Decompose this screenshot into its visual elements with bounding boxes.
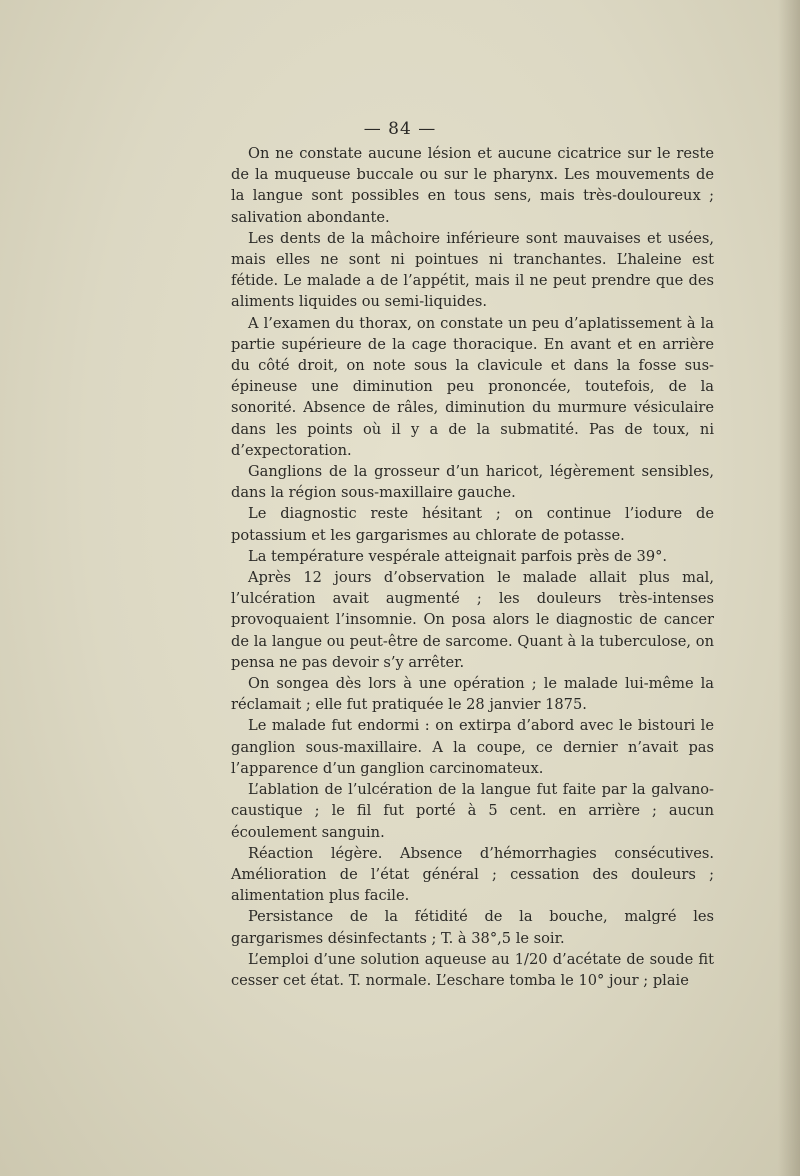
paragraph: L’emploi d’une solution aqueuse au 1/20 d’acétate de soude fit cesser cet état. T. normale. L’eschare tomba le 10° jour ; plaie: [231, 950, 714, 989]
page-edge-shadow: [778, 0, 800, 1176]
paragraph: Persistance de la fétidité de la bouche, malgré les gargarismes désinfectants ; T. à 38°,5 le soir.: [231, 908, 714, 947]
paragraph: Réaction légère. Absence d’hémorrhagies consécutives. Amélioration de l’état général ; cessation des douleurs ; alimentation plus facile.: [231, 844, 714, 905]
page-number: — 84 —: [363, 119, 437, 139]
paragraph: Le diagnostic reste hésitant ; on continue l’iodure de potassium et les gargarismes au chlorate de potasse.: [231, 505, 714, 544]
paragraph: Le malade fut endormi : on extirpa d’abord avec le bistouri le ganglion sous-maxillaire. A la coupe, ce dernier n’avait pas l’apparence d’un ganglion carcinomateux.: [231, 717, 714, 777]
paragraph: Ganglions de la grosseur d’un haricot, légèrement sensibles, dans la région sous-maxillaire gauche.: [231, 463, 714, 502]
paragraph: On ne constate aucune lésion et aucune cicatrice sur le reste de la muqueuse buccale ou sur le pharynx. Les mouvements de la langue sont possibles en tous sens, mais très-douloureux ; salivation abondante.: [231, 145, 714, 226]
body-text: [231, 143, 714, 991]
paragraph: L’ablation de l’ulcération de la langue fut faite par la galvano-caustique ; le fil fut porté à 5 cent. en arrière ; aucun écoulement sanguin.: [231, 781, 714, 841]
paragraph: On songea dès lors à une opération ; le malade lui-même la réclamait ; elle fut pratiquée le 28 janvier 1875.: [231, 675, 714, 714]
paragraph: A l’examen du thorax, on constate un peu d’aplatissement à la partie supérieure de la cage thoracique. En avant et en arrière du côté droit, on note sous la clavicule et dans la fosse sus-épineuse une diminution peu prononcée, toutefois, de la sonorité. Absence de râles, diminution du murmure vésiculaire dans les points où il y a de la submatité. Pas de toux, ni d’expectoration.: [231, 314, 714, 459]
paragraph: La température vespérale atteignait parfois près de 39°.: [248, 547, 668, 565]
paragraph: Après 12 jours d’observation le malade allait plus mal, l’ulcération avait augmenté ; les douleurs très-intenses provoquaient l’insomnie. On posa alors le diagnostic de cancer de la langue ou peut-être de sarcome. Quant à la tuberculose, on pensa ne pas devoir s’y arrêter.: [231, 569, 714, 671]
paragraph: Les dents de la mâchoire inférieure sont mauvaises et usées, mais elles ne sont ni pointues ni tranchantes. L’haleine est fétide. Le malade a de l’appétit, mais il ne peut prendre que des aliments liquides ou semi-liquides.: [231, 229, 714, 311]
